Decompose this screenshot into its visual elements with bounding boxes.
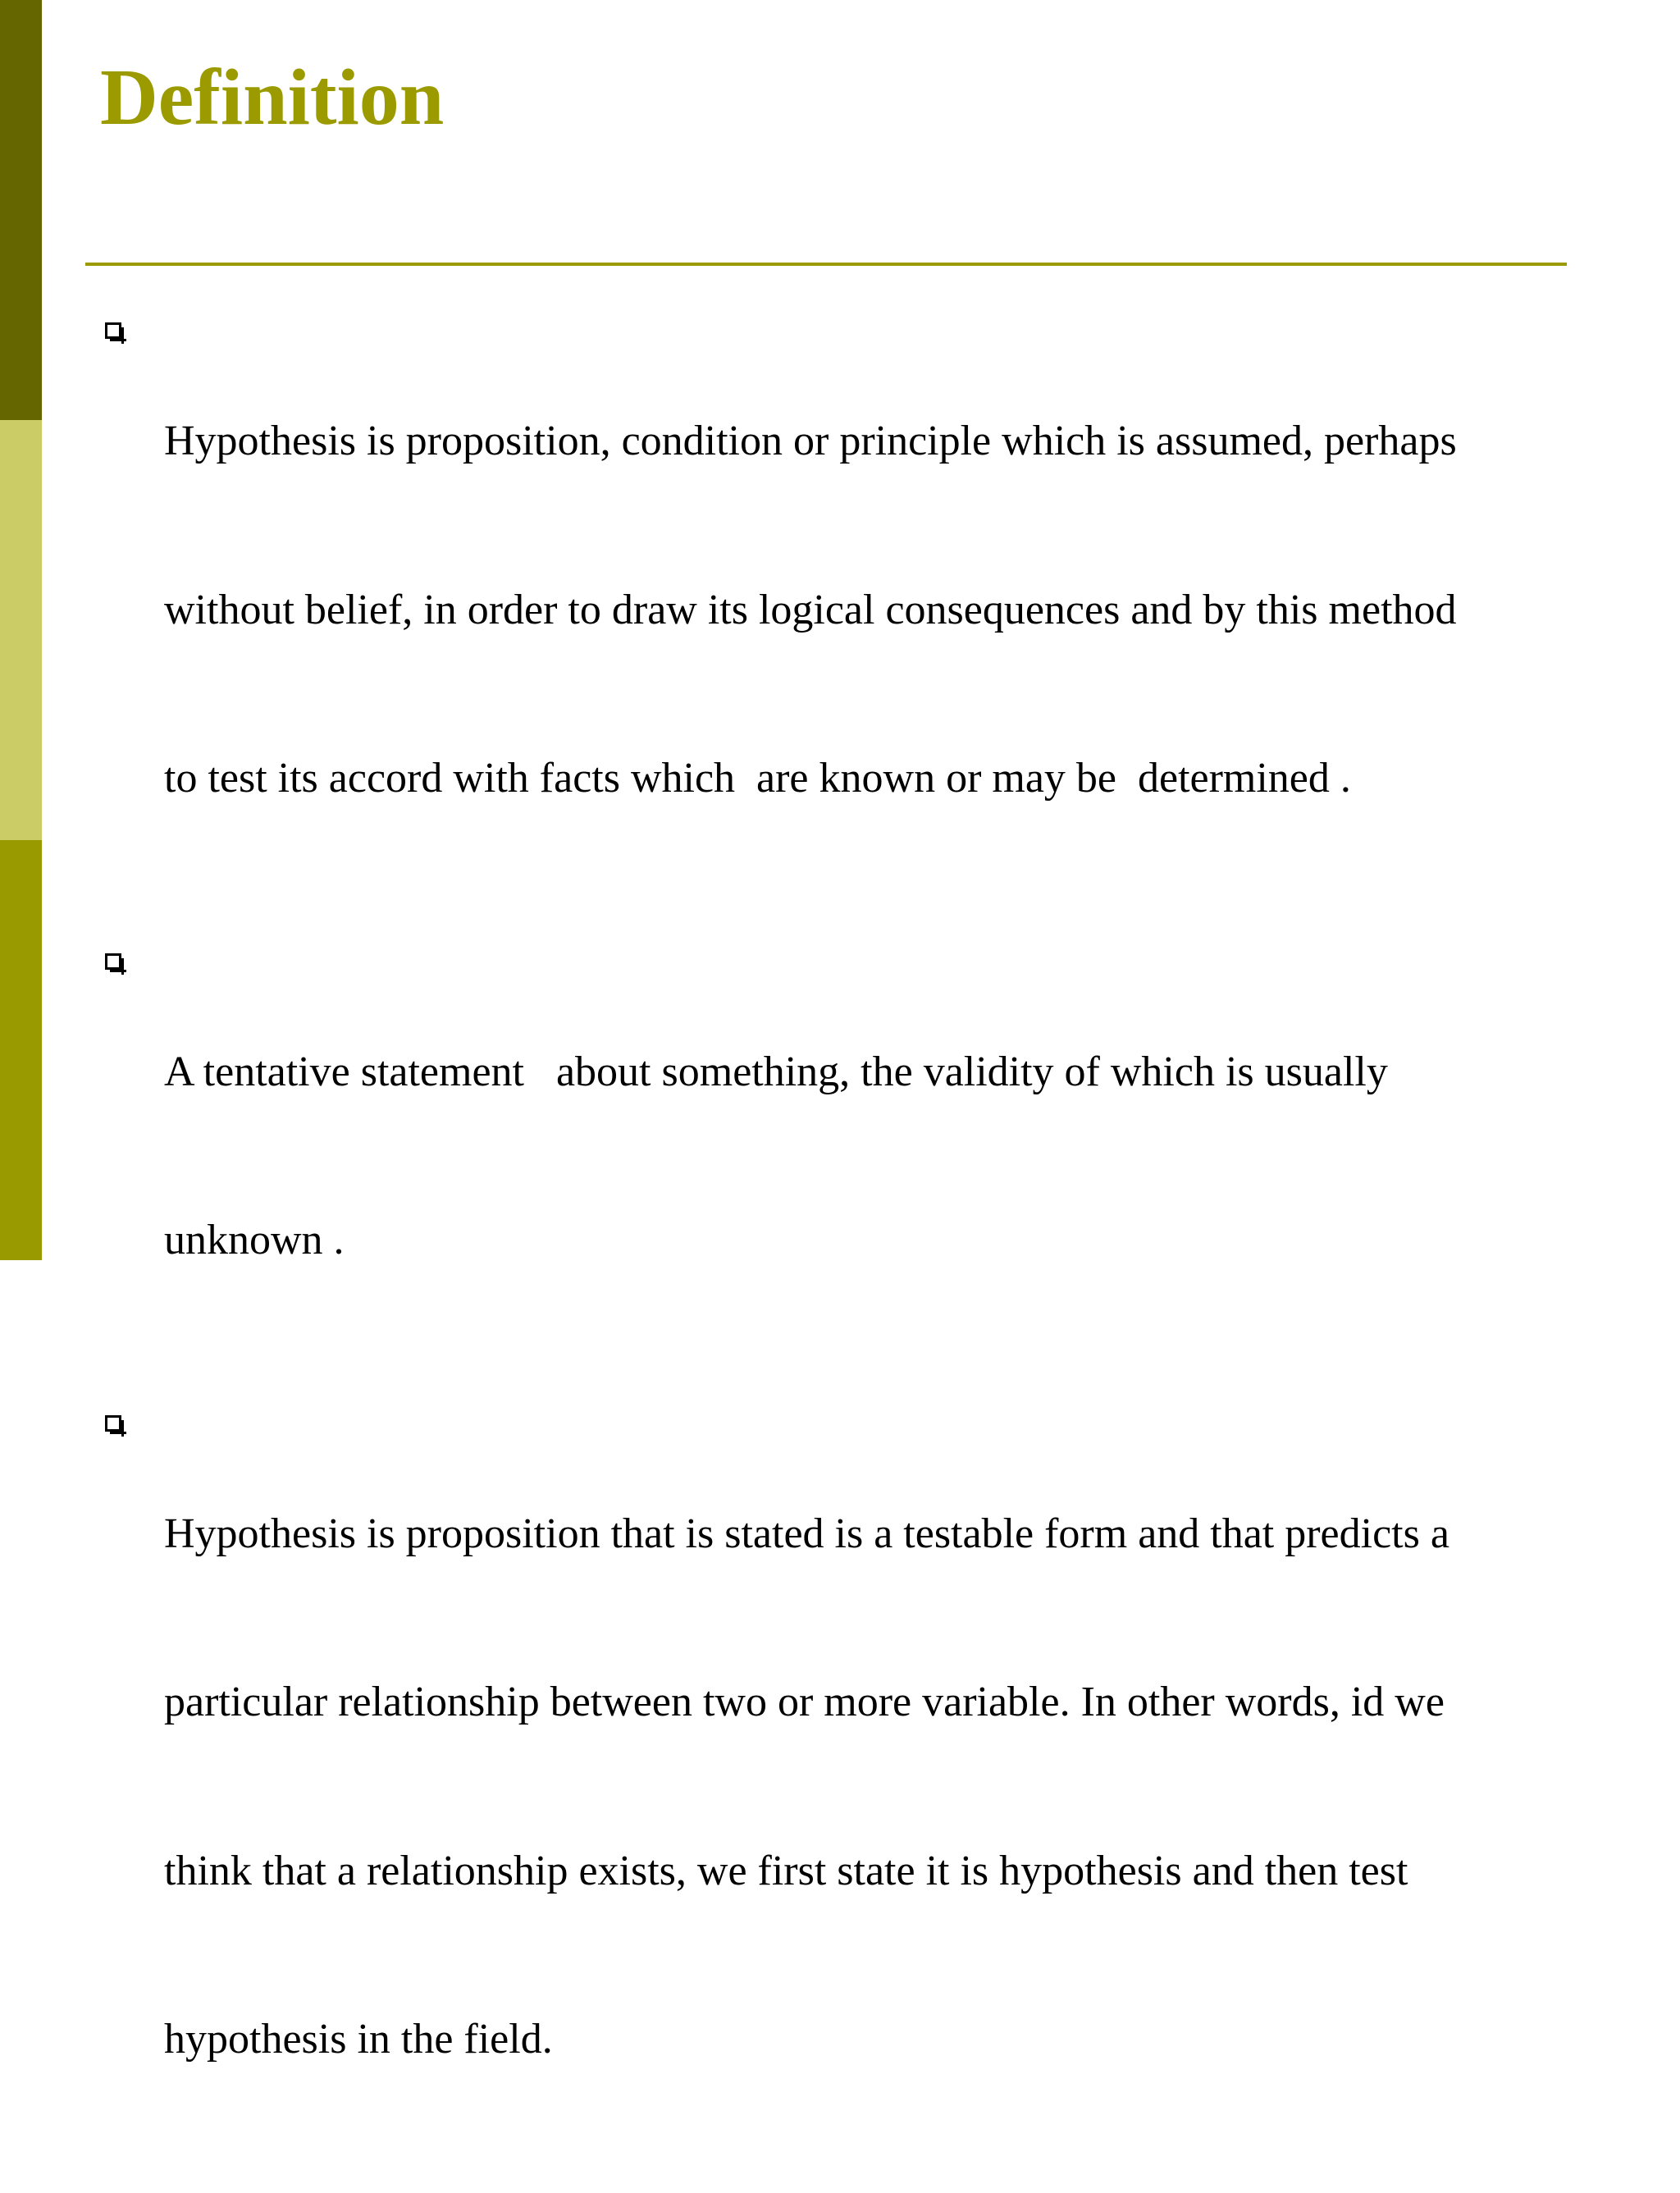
bullet-line: Hypothesis is proposition, condition or principle which is assumed, perhaps: [164, 418, 1457, 464]
bullet-line: without belief, in order to draw its logical consequences and by this method: [164, 586, 1457, 633]
bullet-text: [164, 1454, 1559, 2175]
bullet-item: [0, 1394, 1559, 2181]
slide-title: Definition: [100, 53, 445, 142]
bullet-line: to test its accord with facts which are known or may be determined .: [164, 755, 1351, 802]
bullet-line: A tentative statement about something, the validity of which is usually: [164, 1048, 1388, 1095]
bullet-item: [0, 932, 1559, 1382]
title-divider: [85, 263, 1567, 266]
square-bullet-icon: [105, 322, 121, 339]
bullet-text: [164, 992, 1559, 1376]
square-bullet-icon: [105, 1415, 121, 1432]
bullet-line: particular relationship between two or more variable. In other words, id we: [164, 1679, 1445, 1725]
bullet-line: hypothesis in the field.: [164, 2016, 553, 2063]
bullet-line: unknown .: [164, 1217, 345, 1263]
bullet-line: think that a relationship exists, we first state it is hypothesis and then test: [164, 1847, 1408, 1894]
bullet-text: [164, 362, 1559, 915]
bullet-item: [0, 301, 1559, 920]
bullet-list: [0, 301, 1680, 2193]
bullet-line: Hypothesis is proposition that is stated is a testable form and that predicts a: [164, 1510, 1449, 1557]
square-bullet-icon: [105, 953, 121, 970]
